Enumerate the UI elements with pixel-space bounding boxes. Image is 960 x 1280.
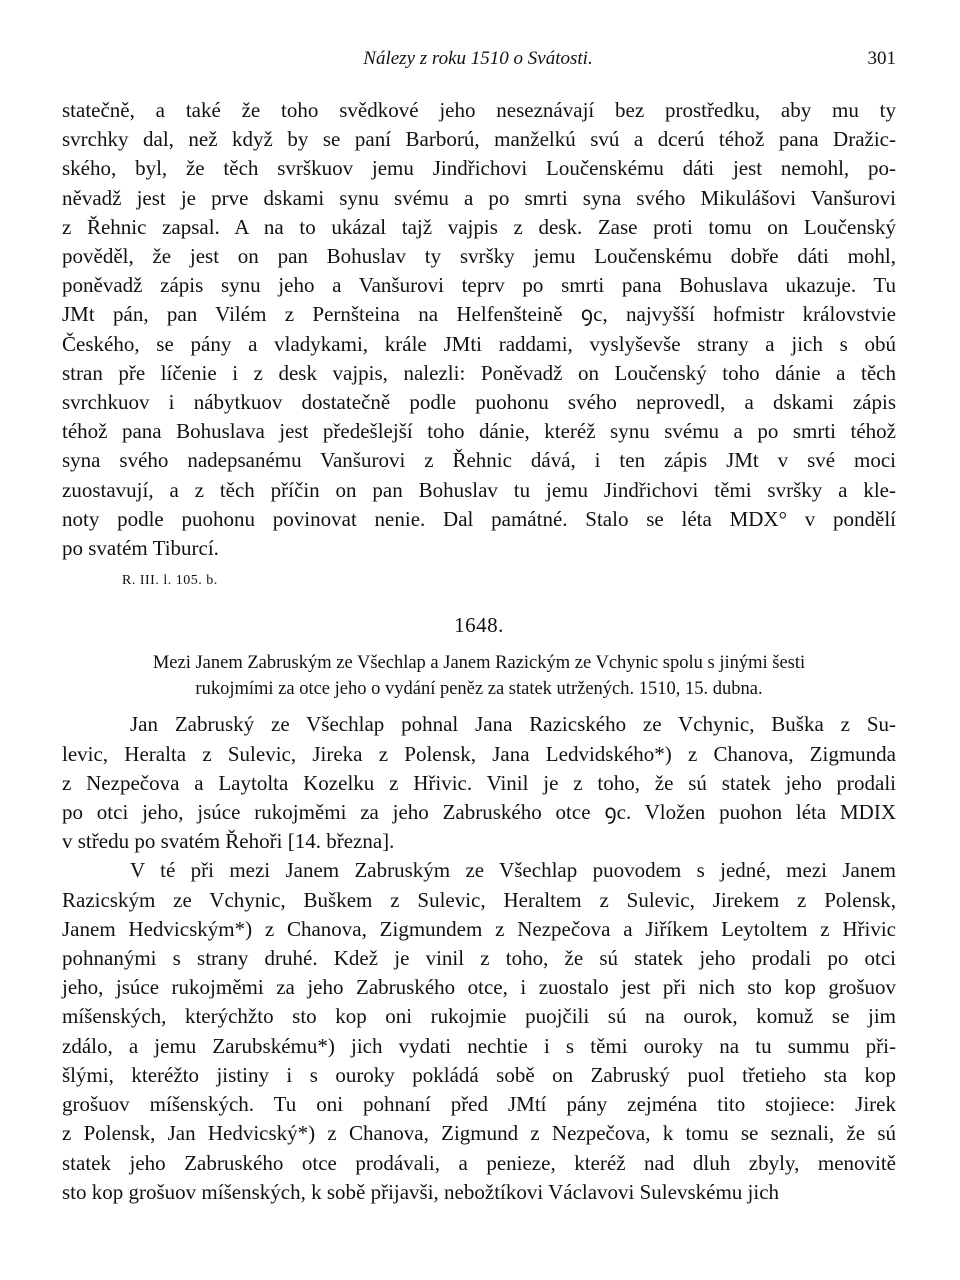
text-line: svrchky dal, než když by se paní Barború, manželkú svú a dcerú téhož pana Dražic-: [62, 127, 896, 152]
text-line: šlými, kteréžto jistiny i s ouroky pokládá sobě on Zabruský puol třetieho sta kop: [62, 1062, 896, 1087]
text-line: ského, byl, že těch svrškuov jemu Jindřichovi Loučenskému dáti jest nemohl, po-: [62, 156, 896, 181]
text-line: JMt pán, pan Vilém z Pernšteina na Helfenšteině ꝯc, najvyšší hofmistr královstvie: [62, 302, 896, 327]
text-line: po svatém Tiburcí.: [62, 536, 219, 561]
text-line: svrchkuov i nábytkuov dostatečně podle puohonu svého neprovedl, a dskami zápis: [62, 390, 896, 415]
document-number: 1648.: [454, 613, 504, 638]
text-line: Jan Zabruský ze Všechlap pohnal Jana Razicského ze Vchynic, Buška z Su-: [130, 712, 896, 737]
text-line: Mezi Janem Zabruským ze Všechlap a Janem Razickým ze Vchynic spolu s jinými šesti: [152, 653, 806, 674]
text-line: Razicským ze Vchynic, Buškem z Sulevic, Heraltem z Sulevic, Jirekem z Polensk,: [62, 887, 896, 912]
text-line: stran pře líčenie i z desk vajpis, nalezli: Poněvadž on Loučenský toho dánie a těch: [62, 360, 896, 385]
document-summary: [78, 650, 880, 702]
paragraph-2: [62, 710, 896, 856]
paragraph-1: [62, 96, 896, 563]
source-citation: R. III. l. 105. b.: [122, 573, 218, 589]
text-line: něvadž jest je prve dskami synu svému a po smrti syna svého Mikulášovi Vanšurovi: [62, 185, 896, 210]
text-line: z Polensk, Jan Hedvicský*) z Chanova, Zigmund z Nezpečova, k tomu se seznali, že sú: [62, 1121, 896, 1146]
text-line: syna svého nadepsanému Vanšurovi z Řehnic dává, i ten zápis JMt v své moci: [62, 448, 896, 473]
text-line: po otci jeho, jsúce rukojměmi za jeho Zabruského otce ꝯc. Vložen puohon léta MDIX: [62, 800, 896, 825]
text-line: poněvadž zápis synu jeho a Vanšurovi teprv po smrti pana Bohuslava ukazuje. Tu: [62, 273, 896, 298]
text-line: statečně, a také že toho svědkové jeho neseznávají bez prostředku, aby mu ty: [62, 98, 896, 122]
text-line: téhož pana Bohuslava jest předešlejší toho dánie, kteréž synu svému a po smrti téhož: [62, 419, 896, 444]
text-line: pověděl, že jest on pan Bohuslav ty svršky jemu Loučenskému dobře dáti mohl,: [62, 244, 896, 269]
running-title: Nálezy z roku 1510 o Svátosti.: [363, 48, 593, 69]
text-line: zdálo, a jemu Zarubskému*) jich vydati nechtie i s těmi ouroky na tu summu při-: [62, 1033, 896, 1058]
text-line: pohnanými s strany druhé. Kdež je vinil z toho, že sú statek jeho prodali po otci: [62, 946, 896, 971]
text-line: Českého, se pány a vladykami, krále JMti raddami, vyslyševše strany a jich s obú: [62, 331, 896, 356]
text-line: rukojmími za otce jeho o vydání peněz za statek utržených. 1510, 15. dubna.: [195, 679, 763, 700]
text-line: noty podle puohonu povinovat nenie. Dal památné. Stalo se léta MDX° v pondělí: [62, 506, 896, 531]
running-head: [60, 44, 896, 74]
text-line: grošuov míšenských. Tu oni pohnaní před JMtí pány zejména tito stojiece: Jirek: [62, 1092, 896, 1117]
text-line: v středu po svatém Řehoři [14. března].: [62, 829, 395, 854]
page-number: 301: [867, 48, 896, 69]
text-line: levic, Heralta z Sulevic, Jireka z Polensk, Jana Ledvidského*) z Chanova, Zigmunda: [62, 741, 896, 766]
text-line: V té při mezi Janem Zabruským ze Všechlap puovodem s jedné, mezi Janem: [130, 858, 896, 883]
text-line: zuostavují, a z těch příčin on pan Bohuslav tu jemu Jindřichovi těmi svršky a kle-: [62, 477, 896, 502]
text-line: z Řehnic zapsal. A na to ukázal tajž vajpis z desk. Zase proti tomu on Loučenský: [62, 214, 896, 239]
text-line: sto kop grošuov míšenských, k sobě přijavši, nebožtíkovi Václavovi Sulevskému jich: [62, 1179, 780, 1204]
text-line: z Nezpečova a Laytolta Kozelku z Hřivic. Vinil je z toho, že sú statek jeho prodali: [62, 770, 896, 795]
body-text: [62, 96, 896, 1207]
text-line: jeho, jsúce rukojměmi za jeho Zabruského otce, i zuostalo jest při nich sto kop grošuov: [62, 975, 896, 1000]
paragraph-3: [62, 856, 896, 1206]
text-line: statek jeho Zabruského otce prodávali, a penieze, kteréž nad dluh zbyly, menovitě: [62, 1150, 896, 1175]
text-line: míšenských, kterýchžto sto kop oni rukojmie puojčili sú na ourok, komuž se jim: [62, 1004, 896, 1029]
text-line: Janem Hedvicským*) z Chanova, Zigmundem z Nezpečova a Jiříkem Leytoltem z Hřivic: [62, 916, 896, 941]
